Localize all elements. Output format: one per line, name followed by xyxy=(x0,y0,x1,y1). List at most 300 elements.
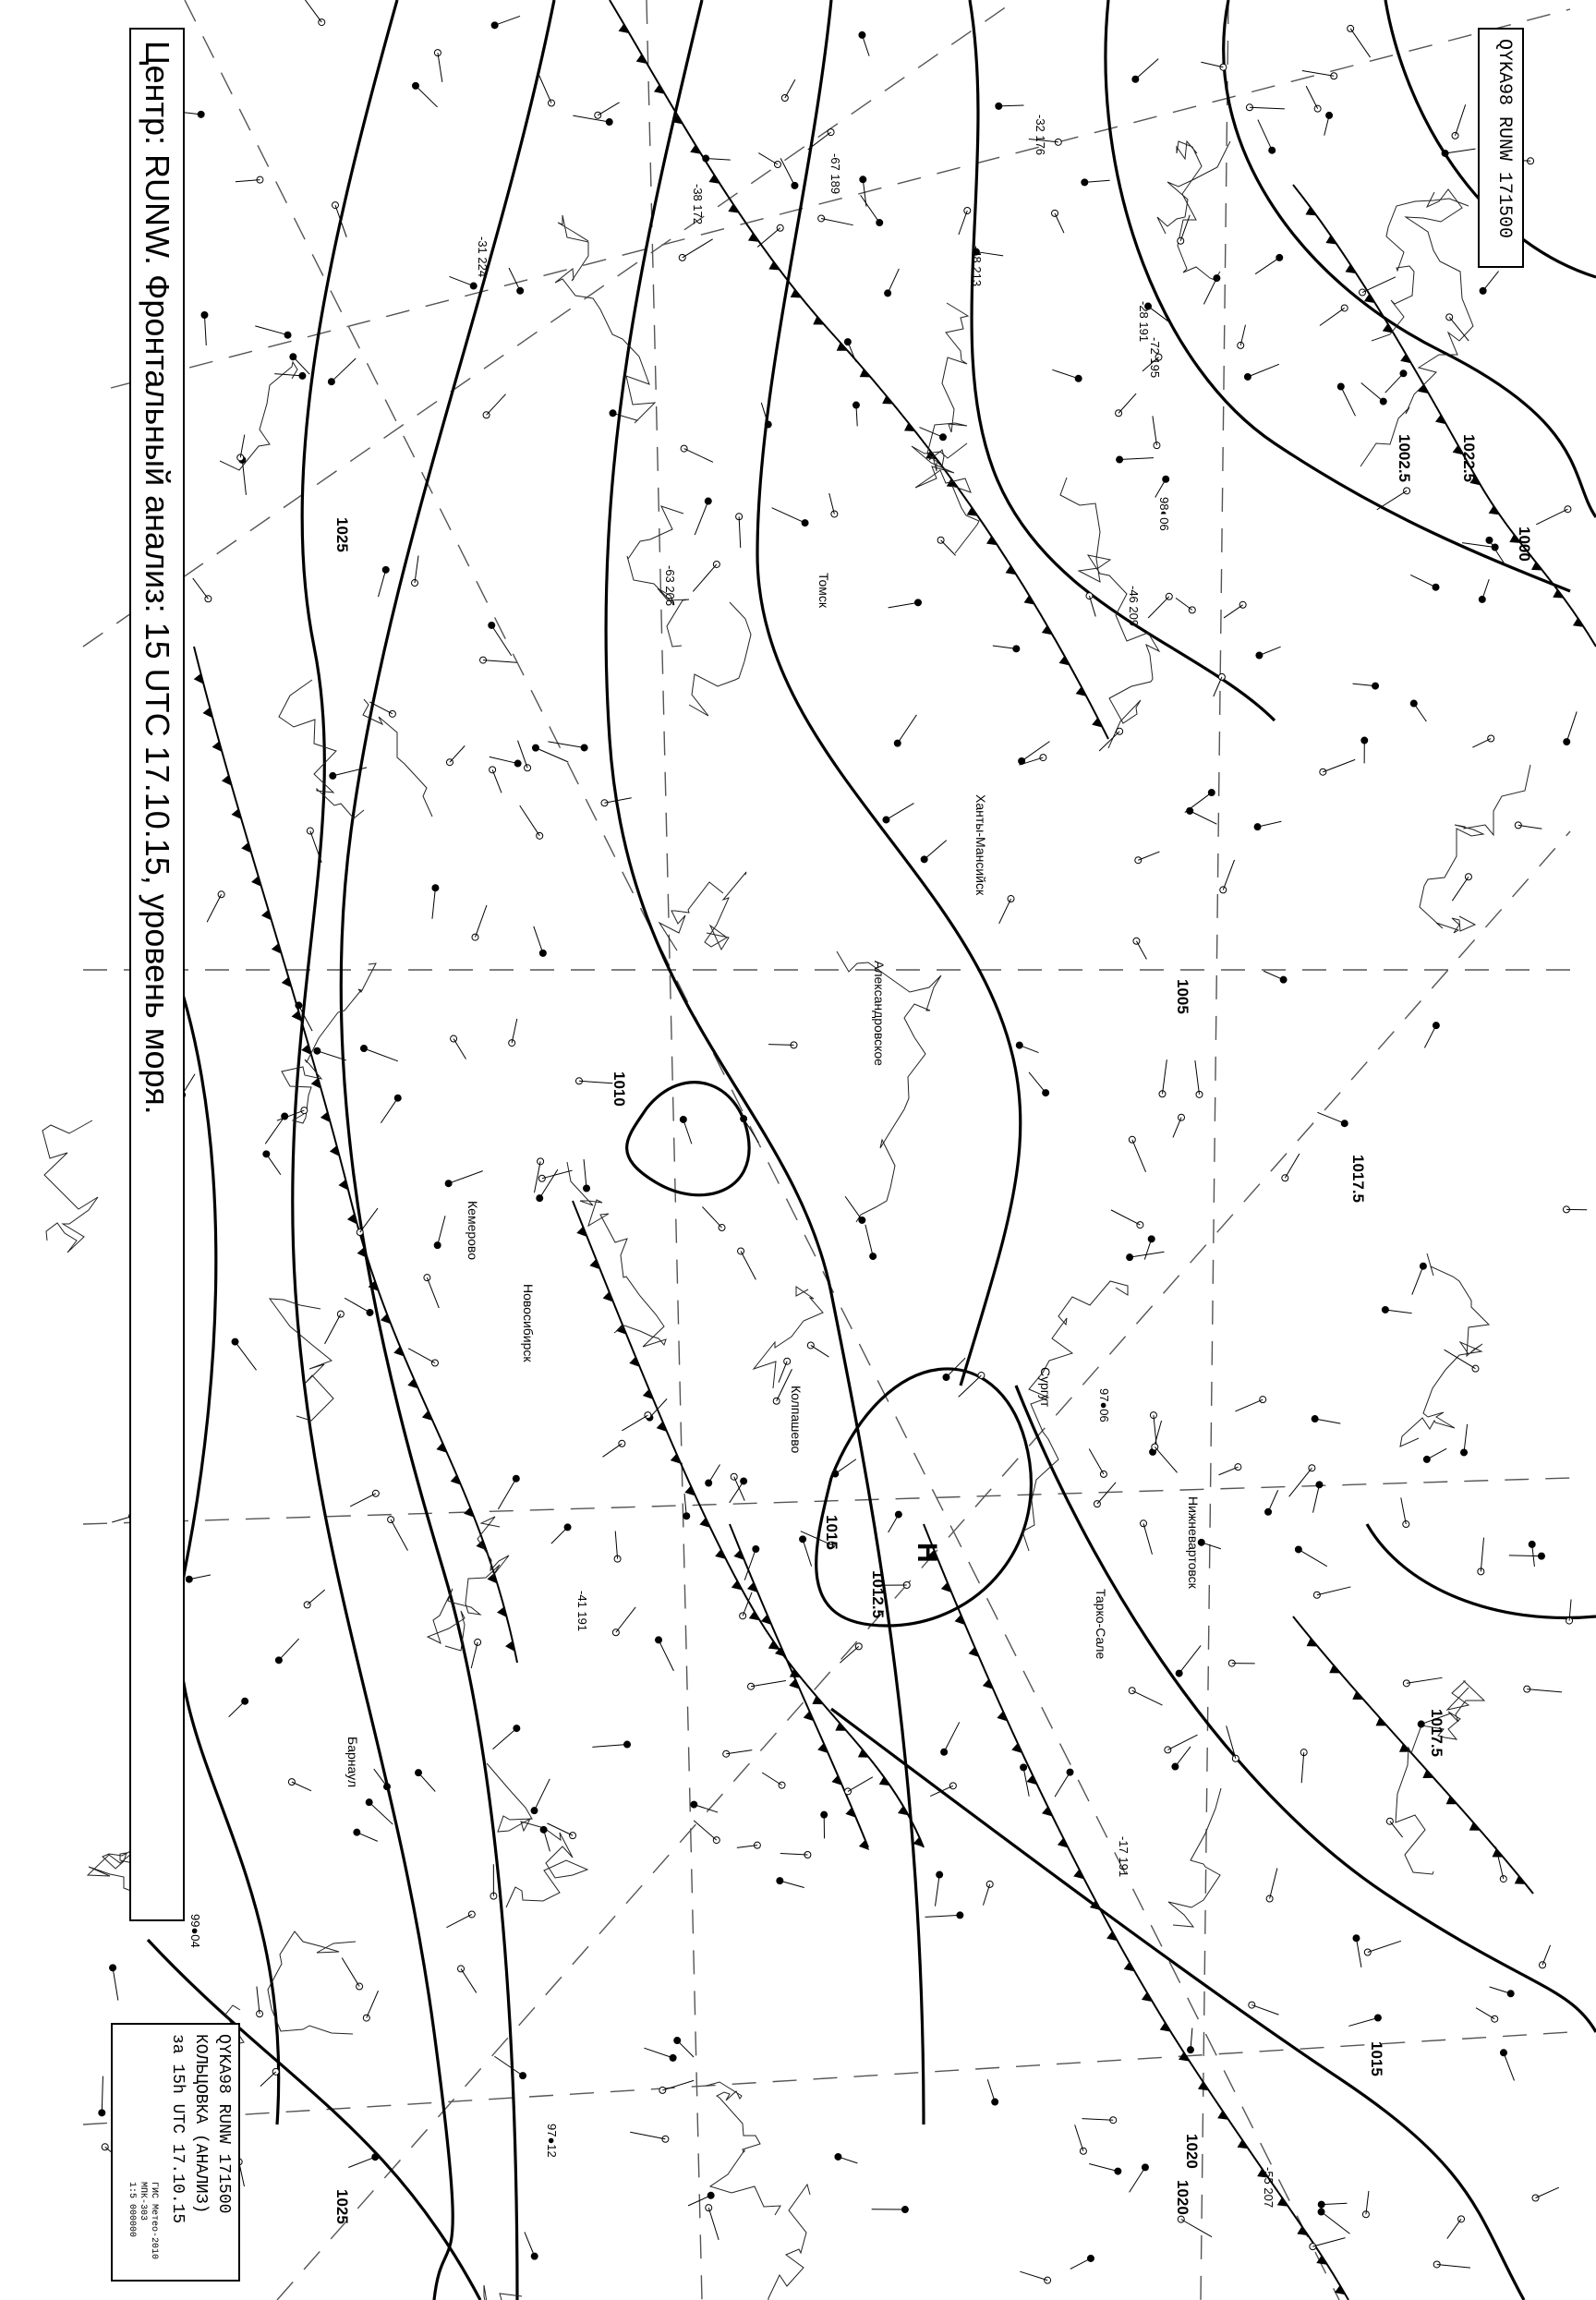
isobar xyxy=(341,0,554,2300)
isobar xyxy=(1016,1386,1596,2032)
wind-shaft xyxy=(475,905,486,938)
wind-shaft xyxy=(1414,704,1427,722)
place-name: Барнаул xyxy=(345,1737,360,1787)
wind-shaft xyxy=(1259,647,1280,655)
front-barb xyxy=(768,1640,780,1650)
wind-shaft xyxy=(438,53,442,82)
wind-shaft xyxy=(207,894,221,922)
front-barb xyxy=(708,175,719,184)
wind-shaft xyxy=(453,1039,466,1059)
river-line xyxy=(567,1162,666,1347)
river-line xyxy=(1060,478,1159,748)
wind-shaft xyxy=(1312,2238,1345,2247)
wind-shaft xyxy=(683,1120,692,1144)
wind-shaft xyxy=(450,745,465,762)
wind-shaft xyxy=(1285,1154,1300,1178)
grid-line xyxy=(647,0,702,2300)
wind-shaft xyxy=(1055,213,1064,233)
bottom-code: QYKA98 RUNW 171500 xyxy=(214,2034,233,2214)
wind-shaft xyxy=(279,1639,299,1660)
river-line xyxy=(754,1287,823,1388)
wind-shaft xyxy=(525,2232,535,2256)
front-barb xyxy=(1325,236,1336,245)
wind-shaft xyxy=(615,1531,617,1559)
wind-shaft xyxy=(925,1915,961,1917)
station-value: 97●06 xyxy=(1097,1388,1112,1422)
river-line xyxy=(1360,189,1473,466)
front-barb xyxy=(1024,595,1035,604)
wind-shaft xyxy=(708,1464,719,1483)
front-barb xyxy=(879,1776,890,1786)
front-barb xyxy=(654,84,665,93)
wind-shaft xyxy=(255,326,287,335)
wind-shaft xyxy=(332,358,356,381)
wind-shaft xyxy=(741,1251,756,1279)
front-barb xyxy=(497,1606,507,1617)
wind-shaft xyxy=(1483,272,1499,291)
wind-shaft xyxy=(1472,739,1491,748)
place-name: Сургут xyxy=(1038,1367,1053,1408)
wind-shaft xyxy=(1464,1424,1468,1453)
front-barb xyxy=(690,145,701,154)
wind-shaft xyxy=(257,1987,260,2015)
wind-shaft xyxy=(889,1515,899,1532)
wind-shaft xyxy=(1251,2005,1278,2016)
wind-shaft xyxy=(598,103,619,115)
wind-shaft xyxy=(919,428,943,438)
river-line xyxy=(555,215,655,423)
wind-shaft xyxy=(266,1154,281,1174)
front-barb xyxy=(619,24,630,33)
wind-shaft xyxy=(1250,107,1285,109)
place-name: Нижневартовск xyxy=(1186,1496,1201,1589)
wind-shaft xyxy=(1299,1549,1327,1566)
isobar xyxy=(627,1083,749,1195)
wind-shaft xyxy=(1322,2203,1348,2204)
wind-shaft xyxy=(1235,1399,1263,1411)
map-title: Центр: RUNW. Фронтальный анализ: 15 UTC 17.10.15, уровень моря. xyxy=(139,41,176,1115)
river-line xyxy=(721,2185,817,2300)
wind-shaft xyxy=(726,1750,752,1754)
wind-shaft xyxy=(493,1728,517,1749)
wind-shaft xyxy=(548,742,584,748)
wind-shaft xyxy=(889,602,918,608)
wind-shaft xyxy=(538,74,551,103)
station-value: 99●04 xyxy=(187,1914,202,1948)
wind-shaft xyxy=(708,2208,719,2240)
wind-shaft xyxy=(862,35,869,56)
wind-shaft xyxy=(446,1914,471,1927)
wind-shaft xyxy=(1315,1419,1341,1423)
grid-line xyxy=(83,0,1016,647)
front-barb xyxy=(1400,354,1411,363)
wind-shaft xyxy=(845,1196,862,1220)
wind-shaft xyxy=(659,1640,673,1670)
isobar-label: 1025 xyxy=(333,2189,351,2224)
wind-shaft xyxy=(381,1098,397,1123)
front-barb xyxy=(1346,264,1357,273)
isobar-label: 1020 xyxy=(1183,2134,1201,2169)
wind-shaft xyxy=(304,0,321,22)
wind-shaft xyxy=(751,1681,786,1687)
isobars xyxy=(148,0,1596,2300)
wind-shaft xyxy=(379,570,386,597)
station-plots xyxy=(99,0,1587,2283)
wind-shaft xyxy=(579,1081,612,1083)
wind-shaft xyxy=(1084,180,1109,182)
front-barb xyxy=(202,708,212,719)
wind-shaft xyxy=(1407,1677,1443,1683)
wind-shaft xyxy=(483,660,517,663)
wind-shaft xyxy=(1452,877,1469,901)
wind-shaft xyxy=(1324,115,1329,136)
wind-shaft xyxy=(534,926,543,953)
wind-shaft xyxy=(1445,149,1476,153)
wind-shaft xyxy=(1410,575,1435,587)
station-value: -28 191 xyxy=(1136,300,1151,343)
wind-shaft xyxy=(1075,2124,1083,2150)
wind-shaft xyxy=(677,2040,694,2057)
wind-shaft xyxy=(536,748,568,762)
wind-shaft xyxy=(471,1642,478,1668)
wind-shaft xyxy=(1176,598,1192,610)
wind-shaft xyxy=(772,508,805,523)
wind-shaft xyxy=(432,888,435,918)
wind-shaft xyxy=(1449,317,1469,341)
wind-shaft xyxy=(886,804,913,820)
wind-shaft xyxy=(865,1225,873,1256)
wind-shaft xyxy=(1424,1025,1435,1047)
wind-shaft xyxy=(1195,1060,1200,1095)
isobar-label: 1017.5 xyxy=(1349,1155,1367,1203)
wind-shaft xyxy=(840,1646,858,1663)
wind-shaft xyxy=(391,1519,407,1551)
front-barb xyxy=(1297,2226,1308,2235)
grid-line xyxy=(111,9,1570,388)
front-barb xyxy=(1217,2111,1228,2120)
wind-shaft xyxy=(649,1398,667,1417)
wind-shaft xyxy=(242,460,246,495)
wind-shaft xyxy=(1490,1987,1511,1993)
wind-shaft xyxy=(573,115,609,122)
wind-shaft xyxy=(512,1019,517,1043)
wind-shaft xyxy=(461,1968,477,1992)
wind-shaft xyxy=(785,79,795,98)
wind-shaft xyxy=(779,1362,787,1383)
bottom-meta1: ГИС Метео-2010 xyxy=(149,2182,159,2260)
front-barb xyxy=(1160,2022,1171,2031)
front-barb xyxy=(1489,505,1500,514)
wind-shaft xyxy=(1302,70,1334,76)
wind-shaft xyxy=(1148,597,1169,618)
wind-shaft xyxy=(542,1170,573,1179)
wind-shaft xyxy=(350,1494,376,1507)
place-name: Ханты-Мансийск xyxy=(973,794,988,896)
wind-shaft xyxy=(1527,1689,1562,1692)
wind-shaft xyxy=(1320,308,1345,325)
wind-shaft xyxy=(1264,971,1283,979)
isobar-label: 1020 xyxy=(1174,2180,1191,2215)
station-value: -41 191 xyxy=(575,1591,590,1632)
wind-shaft xyxy=(1099,732,1119,751)
wind-shaft xyxy=(739,516,741,548)
wind-shaft xyxy=(1476,2008,1494,2019)
front-barb xyxy=(636,54,647,64)
wind-shaft xyxy=(1167,1735,1197,1749)
wind-shaft xyxy=(427,1277,439,1308)
wind-shaft xyxy=(1020,2271,1047,2280)
wind-shaft xyxy=(325,1314,341,1344)
wind-shaft xyxy=(730,1481,744,1502)
wind-shaft xyxy=(1447,2219,1461,2238)
wind-shaft xyxy=(1323,759,1355,771)
place-name: Колпашево xyxy=(789,1386,804,1454)
river-line xyxy=(1420,765,1530,933)
wind-shaft xyxy=(1366,2191,1369,2214)
wind-shaft xyxy=(367,1991,379,2017)
station-value: -48 213 xyxy=(970,246,985,287)
wind-shaft xyxy=(1138,852,1159,860)
wind-shaft xyxy=(498,1479,515,1509)
wind-shaft xyxy=(539,1169,558,1198)
isobar-label: 1005 xyxy=(1174,979,1191,1014)
wind-shaft xyxy=(332,768,367,776)
wind-shaft xyxy=(1390,1822,1403,1837)
place-name: Кемерово xyxy=(466,1201,480,1260)
wind-shaft xyxy=(438,1216,445,1245)
wind-shaft xyxy=(1020,1046,1039,1053)
wind-shaft xyxy=(936,1875,940,1907)
wind-shaft xyxy=(1356,1938,1360,1967)
front-barb xyxy=(1124,1962,1135,1971)
wind-shaft xyxy=(1029,1072,1046,1093)
wind-shaft xyxy=(193,578,209,599)
wind-shaft xyxy=(236,180,260,182)
bottom-station: КОЛЬЦОВКА (АНАЛИЗ) xyxy=(191,2034,210,2214)
wind-shaft xyxy=(1082,2119,1113,2121)
wind-shaft xyxy=(240,435,245,458)
wind-shaft xyxy=(1203,278,1216,304)
front-barb xyxy=(986,536,998,545)
station-value: -17 191 xyxy=(1117,1835,1131,1877)
wind-shaft xyxy=(758,153,778,164)
wind-shaft xyxy=(1153,416,1157,445)
wind-shaft xyxy=(803,1539,811,1566)
wind-shaft xyxy=(1258,821,1282,827)
bottom-time: за 15h UTC 17.10.15 xyxy=(168,2034,187,2224)
river-line xyxy=(1177,141,1220,280)
lat-lon-grid xyxy=(83,0,1570,2300)
isobar xyxy=(816,1369,1032,1626)
wind-shaft xyxy=(1341,387,1356,417)
wind-shaft xyxy=(1130,2167,1145,2192)
wind-shaft xyxy=(706,159,731,161)
river-line xyxy=(927,303,968,471)
wind-shaft xyxy=(1362,277,1396,293)
isobar-label: 1010 xyxy=(611,1071,628,1107)
isobar-label: 1015 xyxy=(1368,2041,1385,2076)
isobar xyxy=(293,0,453,2300)
wind-shaft xyxy=(292,1782,311,1791)
place-name: Новосибирск xyxy=(521,1284,536,1362)
wind-shaft xyxy=(683,239,713,258)
wind-shaft xyxy=(613,413,638,420)
wind-shaft xyxy=(1136,941,1146,960)
wind-shaft xyxy=(418,1773,435,1791)
wind-shaft xyxy=(1427,1448,1446,1459)
station-value: -32 176 xyxy=(1033,114,1047,155)
wind-shaft xyxy=(1224,605,1243,618)
wind-shaft xyxy=(1052,369,1078,378)
front-barb xyxy=(212,741,223,752)
wind-shaft xyxy=(551,1527,568,1543)
wind-shaft xyxy=(1190,811,1216,824)
wind-shaft xyxy=(449,276,473,285)
wind-shaft xyxy=(762,1773,781,1786)
wind-shaft xyxy=(1317,1112,1344,1123)
pressure-center-label: Н xyxy=(912,1543,942,1563)
wind-shaft xyxy=(1143,1523,1152,1554)
station-value: -38 172 xyxy=(690,183,705,224)
wind-shaft xyxy=(1055,1773,1070,1798)
wind-shaft xyxy=(662,2080,694,2090)
wind-shaft xyxy=(348,2157,375,2167)
place-name: Тарко-Сале xyxy=(1094,1589,1108,1660)
wind-shaft xyxy=(1401,1497,1407,1524)
river-line xyxy=(1168,1788,1221,1927)
wind-shaft xyxy=(494,2056,523,2076)
wind-shaft xyxy=(509,268,520,291)
wind-shaft xyxy=(821,218,852,224)
grid-line xyxy=(185,0,1339,2300)
wind-shaft xyxy=(415,556,418,583)
wind-shaft xyxy=(342,1958,359,1987)
station-value: -72 195 xyxy=(1148,336,1163,379)
wind-shaft xyxy=(102,2076,103,2113)
station-value: -67 189 xyxy=(828,152,843,194)
wind-shaft xyxy=(1536,2187,1559,2197)
wind-shaft xyxy=(1089,2163,1118,2171)
wind-shaft xyxy=(898,715,917,744)
grid-line xyxy=(1201,0,1228,2300)
wind-shaft xyxy=(1482,579,1489,599)
station-value: 98◐06 xyxy=(1157,496,1172,531)
front-barb xyxy=(967,507,978,516)
wind-shaft xyxy=(695,502,708,536)
wind-shaft xyxy=(369,1802,393,1824)
wind-shaft xyxy=(1317,1587,1351,1595)
wind-shaft xyxy=(229,1701,246,1717)
front-barb xyxy=(748,233,759,242)
wind-shaft xyxy=(983,1884,989,1906)
station-value: -31 224 xyxy=(475,236,490,277)
isobar xyxy=(757,0,1021,1386)
wind-shaft xyxy=(944,1722,960,1751)
wind-shaft xyxy=(1135,59,1158,79)
station-dot xyxy=(1326,112,1333,118)
isobar-label: 1002.5 xyxy=(1396,434,1413,482)
wind-shaft xyxy=(1240,325,1245,345)
wind-shaft xyxy=(492,769,502,793)
bottom-info-box xyxy=(111,2023,240,2282)
wind-shaft xyxy=(584,1159,586,1188)
wind-shaft xyxy=(408,1349,435,1363)
wind-shaft xyxy=(644,2048,672,2058)
river-line xyxy=(363,699,432,817)
front-barb xyxy=(1435,415,1446,424)
station-value: 97●12 xyxy=(544,2123,559,2158)
wind-shaft xyxy=(265,1117,284,1144)
wind-shaft xyxy=(780,1881,804,1887)
wind-shaft xyxy=(308,1590,325,1604)
front-barb xyxy=(1059,656,1070,665)
wind-shaft xyxy=(1173,1118,1181,1138)
wind-shaft xyxy=(1385,373,1404,393)
place-name: Томск xyxy=(816,573,831,608)
wind-shaft xyxy=(1175,1747,1191,1767)
wind-shaft xyxy=(1119,458,1154,460)
wind-shaft xyxy=(998,105,1023,106)
river-line xyxy=(707,2082,780,2215)
wind-shaft xyxy=(1132,1690,1163,1705)
wind-shaft xyxy=(848,1777,873,1792)
wind-shaft xyxy=(1223,860,1234,890)
wind-shaft xyxy=(1504,2052,1514,2080)
river-line xyxy=(689,602,751,716)
header-code: QYKA98 RUNW 171500 xyxy=(1493,39,1515,239)
wind-shaft xyxy=(861,195,880,223)
front-barb xyxy=(1006,565,1017,575)
wind-shaft xyxy=(1322,2212,1350,2234)
wind-shaft xyxy=(236,1342,257,1371)
wind-shaft xyxy=(260,2072,276,2087)
station-value: -55 207 xyxy=(1262,2166,1276,2209)
wind-shaft xyxy=(416,86,438,107)
wind-shaft xyxy=(544,1830,550,1852)
wind-shaft xyxy=(1118,393,1136,413)
fronts xyxy=(194,0,1596,2300)
wind-shaft xyxy=(1496,1846,1504,1879)
wind-shaft xyxy=(204,315,206,345)
front-line xyxy=(924,1524,1348,2300)
wind-shaft xyxy=(999,899,1011,924)
wind-shaft xyxy=(535,1779,550,1810)
wind-shaft xyxy=(757,228,780,248)
wind-shaft xyxy=(959,211,967,235)
wind-shaft xyxy=(357,1833,377,1842)
wind-shaft xyxy=(1268,1490,1278,1512)
bottom-meta2: МПК-303 xyxy=(138,2182,148,2221)
wind-shaft xyxy=(1258,120,1272,151)
wind-shaft xyxy=(1350,29,1370,57)
wind-shaft xyxy=(811,1345,829,1357)
wind-shaft xyxy=(630,2132,665,2139)
wind-shaft xyxy=(1361,382,1384,401)
grid-line xyxy=(83,2032,1570,2124)
wind-shaft xyxy=(829,493,835,514)
wind-shaft xyxy=(1481,1538,1483,1572)
wind-shaft xyxy=(1385,1310,1412,1313)
river-line xyxy=(268,1931,356,2034)
river-line xyxy=(912,443,979,553)
wind-shaft xyxy=(684,449,713,463)
front-barb xyxy=(749,1611,760,1620)
front-barb xyxy=(1198,2081,1209,2090)
river-line xyxy=(42,1120,98,1253)
isobar-label: 1022.5 xyxy=(1460,434,1478,482)
wind-shaft xyxy=(622,1415,647,1431)
front-barb xyxy=(1573,618,1584,627)
